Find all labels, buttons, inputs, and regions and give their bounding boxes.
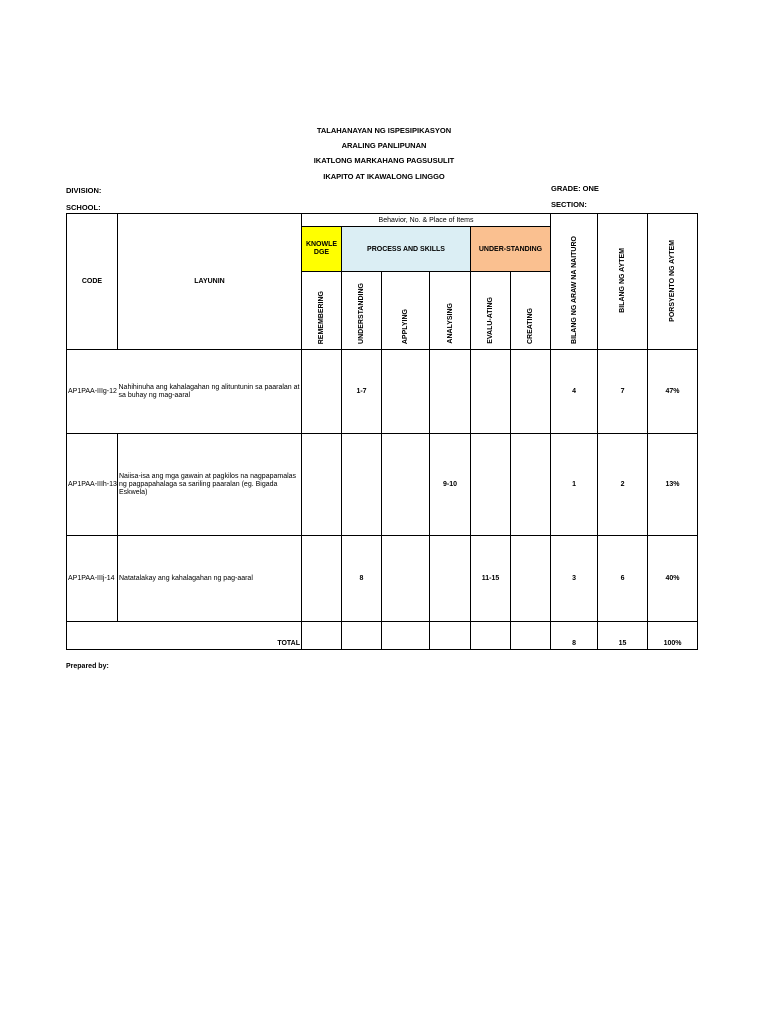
row-applying [382,350,430,434]
evaluating-header: EVALU-ATING [471,272,511,350]
knowledge-header: KNOWLE DGE [302,227,342,272]
creating-header: CREATING [511,272,551,350]
prepared-by-label: Prepared by: [66,663,109,670]
specification-table [66,213,698,650]
row-applying [382,536,430,622]
layunin-header: LAYUNIN [118,214,302,350]
row-evaluating: 11-15 [471,536,511,622]
grade-label: GRADE: ONE [551,184,599,193]
row-understanding [342,434,382,536]
row-understanding: 1-7 [342,350,382,434]
porsyento-header: PORSYENTO NG AYTEM [648,214,698,350]
total-araw: 8 [551,622,598,650]
row-understanding: 8 [342,536,382,622]
process-skills-header: PROCESS AND SKILLS [342,227,471,272]
bilang-aytem-header: BILANG NG AYTEM [598,214,648,350]
total-porsyento: 100% [648,622,698,650]
section-label: SECTION: [551,200,587,209]
row-analysing [430,536,471,622]
row-evaluating [471,434,511,536]
row-aytem: 2 [598,434,648,536]
row-aytem: 6 [598,536,648,622]
total-label: TOTAL [67,622,302,650]
document-title: TALAHANAYAN NG ISPESIPIKASYON [316,126,452,135]
table-row [67,350,698,434]
total-row [67,622,698,650]
row-araw: 1 [551,434,598,536]
total-evaluating [471,622,511,650]
row-araw: 3 [551,536,598,622]
row-code: AP1PAA-IIIg-12 [67,350,118,434]
row-porsyento: 13% [648,434,698,536]
row-layunin: Naiisa-isa ang mga gawain at pagkilos na nagpapamalas ng pagpapahalaga sa sariling paaralan (eg. Bigada Eskwela) [118,434,302,536]
total-understanding [342,622,382,650]
exam-title: IKATLONG MARKAHANG PAGSUSULIT [313,156,455,165]
total-aytem: 15 [598,622,648,650]
division-label: DIVISION: [66,186,102,195]
weeks-title: IKAPITO AT IKAWALONG LINGGO [323,172,445,181]
total-analysing [430,622,471,650]
row-layunin: Natatalakay ang kahalagahan ng pag-aaral [118,536,302,622]
analysing-header: ANALYSING [430,272,471,350]
row-creating [511,536,551,622]
applying-header: APPLYING [382,272,430,350]
school-label: SCHOOL: [66,203,101,212]
row-analysing: 9-10 [430,434,471,536]
row-creating [511,434,551,536]
row-applying [382,434,430,536]
row-analysing [430,350,471,434]
row-evaluating [471,350,511,434]
subject-title: ARALING PANLIPUNAN [341,141,427,150]
bilang-araw-header: BILANG NG ARAW NA NAITURO [551,214,598,350]
row-remembering [302,350,342,434]
total-remembering [302,622,342,650]
row-layunin: Nahihinuha ang kahalagahan ng alituntunin sa paaralan at sa buhay ng mag-aaral [118,350,302,434]
understanding-group-header: UNDER-STANDING [471,227,551,272]
total-applying [382,622,430,650]
row-code: AP1PAA-IIIj-14 [67,536,118,622]
remembering-header: REMEMBERING [302,272,342,350]
row-creating [511,350,551,434]
row-porsyento: 47% [648,350,698,434]
row-code: AP1PAA-IIIh-13 [67,434,118,536]
behavior-header: Behavior, No. & Place of Items [302,214,551,227]
code-header: CODE [67,214,118,350]
understanding-header: UNDERSTANDING [342,272,382,350]
row-aytem: 7 [598,350,648,434]
table-row [67,434,698,536]
total-creating [511,622,551,650]
row-remembering [302,434,342,536]
row-araw: 4 [551,350,598,434]
row-porsyento: 40% [648,536,698,622]
row-remembering [302,536,342,622]
table-row [67,536,698,622]
